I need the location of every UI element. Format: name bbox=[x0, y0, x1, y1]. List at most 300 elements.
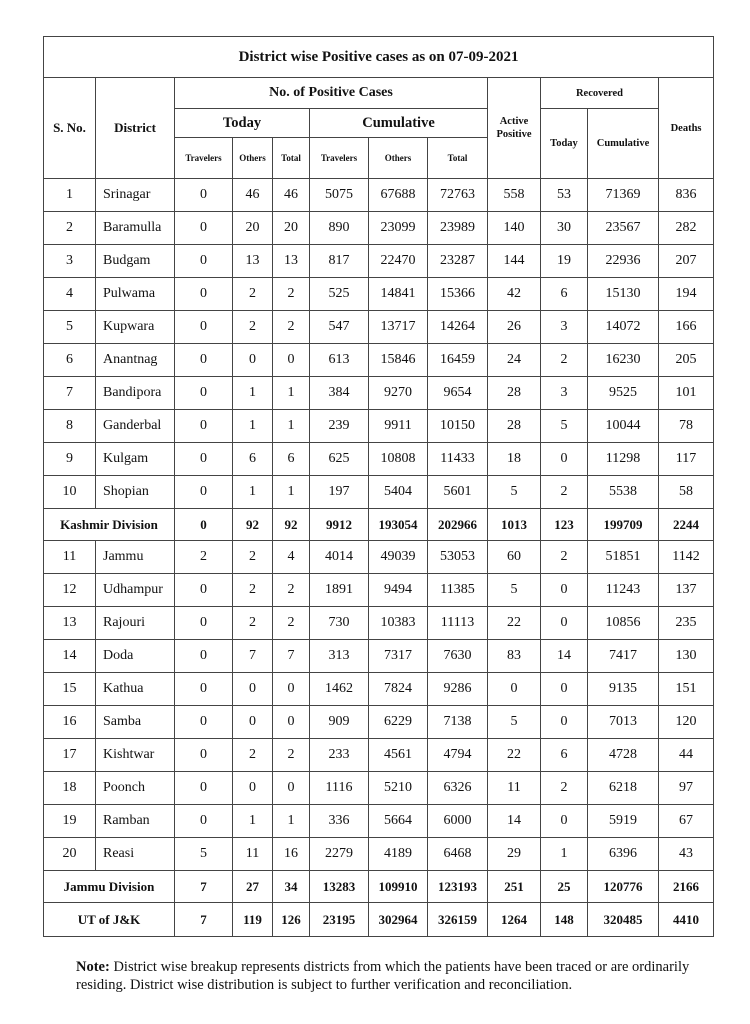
cell-cum-others: 13717 bbox=[369, 311, 428, 344]
cell-cum-travelers: 4014 bbox=[310, 541, 369, 574]
cell-district: Poonch bbox=[96, 772, 175, 805]
header-active-positive bbox=[488, 78, 541, 179]
table-row bbox=[44, 311, 714, 344]
cell-deaths: 137 bbox=[659, 574, 714, 607]
cell-today-total: 20 bbox=[273, 212, 310, 245]
cell-cum-total: 72763 bbox=[428, 179, 488, 212]
subheader-today-total: Total bbox=[273, 138, 310, 179]
subheader-cum-travelers: Travelers bbox=[310, 138, 369, 179]
table-row bbox=[44, 278, 714, 311]
header-sno: S. No. bbox=[44, 78, 96, 179]
table-row bbox=[44, 838, 714, 871]
cell-recovered-cumulative: 199709 bbox=[588, 509, 659, 541]
cell-recovered-today: 0 bbox=[541, 805, 588, 838]
cell-today-total: 2 bbox=[273, 278, 310, 311]
cell-sno: 7 bbox=[44, 377, 96, 410]
header-district: District bbox=[96, 78, 175, 179]
cell-recovered-cumulative: 15130 bbox=[588, 278, 659, 311]
header-recovered: Recovered bbox=[541, 78, 659, 109]
report-sheet bbox=[43, 36, 713, 937]
cell-active-positive: 558 bbox=[488, 179, 541, 212]
cell-today-travelers: 2 bbox=[175, 541, 233, 574]
cell-active-positive: 0 bbox=[488, 673, 541, 706]
cell-district: Budgam bbox=[96, 245, 175, 278]
cell-cum-total: 6000 bbox=[428, 805, 488, 838]
header-today: Today bbox=[175, 109, 310, 138]
cell-recovered-today: 148 bbox=[541, 903, 588, 937]
cell-active-positive: 24 bbox=[488, 344, 541, 377]
cell-today-travelers: 0 bbox=[175, 476, 233, 509]
cell-cum-travelers: 13283 bbox=[310, 871, 369, 903]
table-row bbox=[44, 377, 714, 410]
cell-sno: 16 bbox=[44, 706, 96, 739]
cell-recovered-today: 0 bbox=[541, 706, 588, 739]
cell-today-travelers: 0 bbox=[175, 212, 233, 245]
cell-district: Reasi bbox=[96, 838, 175, 871]
cell-deaths: 151 bbox=[659, 673, 714, 706]
table-row bbox=[44, 443, 714, 476]
table-row bbox=[44, 344, 714, 377]
subheader-today-others: Others bbox=[233, 138, 273, 179]
cell-recovered-cumulative: 120776 bbox=[588, 871, 659, 903]
cell-recovered-today: 0 bbox=[541, 673, 588, 706]
cell-recovered-cumulative: 51851 bbox=[588, 541, 659, 574]
cell-cum-others: 22470 bbox=[369, 245, 428, 278]
table-row bbox=[44, 607, 714, 640]
table-row bbox=[44, 640, 714, 673]
cell-recovered-today: 0 bbox=[541, 607, 588, 640]
cell-today-travelers: 0 bbox=[175, 673, 233, 706]
cell-today-others: 13 bbox=[233, 245, 273, 278]
cell-recovered-today: 0 bbox=[541, 574, 588, 607]
cell-active-positive: 29 bbox=[488, 838, 541, 871]
cell-cum-total: 10150 bbox=[428, 410, 488, 443]
cell-deaths: 67 bbox=[659, 805, 714, 838]
cell-district: Samba bbox=[96, 706, 175, 739]
cell-today-total: 92 bbox=[273, 509, 310, 541]
cell-cum-others: 4189 bbox=[369, 838, 428, 871]
cell-cum-total: 123193 bbox=[428, 871, 488, 903]
cell-today-travelers: 7 bbox=[175, 871, 233, 903]
cell-recovered-today: 123 bbox=[541, 509, 588, 541]
cell-district: Kulgam bbox=[96, 443, 175, 476]
cell-today-travelers: 0 bbox=[175, 410, 233, 443]
cell-recovered-today: 6 bbox=[541, 278, 588, 311]
cell-today-travelers: 0 bbox=[175, 443, 233, 476]
cell-recovered-cumulative: 7013 bbox=[588, 706, 659, 739]
cell-cum-total: 53053 bbox=[428, 541, 488, 574]
cell-cum-travelers: 890 bbox=[310, 212, 369, 245]
cell-deaths: 2244 bbox=[659, 509, 714, 541]
cell-deaths: 235 bbox=[659, 607, 714, 640]
cell-recovered-today: 2 bbox=[541, 344, 588, 377]
cell-active-positive: 83 bbox=[488, 640, 541, 673]
cell-recovered-cumulative: 9525 bbox=[588, 377, 659, 410]
cell-recovered-cumulative: 16230 bbox=[588, 344, 659, 377]
cell-today-others: 2 bbox=[233, 311, 273, 344]
note-label: Note: bbox=[76, 959, 110, 975]
cell-active-positive: 5 bbox=[488, 476, 541, 509]
cell-today-others: 1 bbox=[233, 410, 273, 443]
cell-today-travelers: 0 bbox=[175, 607, 233, 640]
cell-cum-travelers: 1891 bbox=[310, 574, 369, 607]
cell-recovered-cumulative: 23567 bbox=[588, 212, 659, 245]
cell-cum-others: 4561 bbox=[369, 739, 428, 772]
cell-recovered-cumulative: 320485 bbox=[588, 903, 659, 937]
cell-today-others: 2 bbox=[233, 541, 273, 574]
cell-cum-others: 6229 bbox=[369, 706, 428, 739]
cell-active-positive: 1013 bbox=[488, 509, 541, 541]
cell-today-total: 2 bbox=[273, 739, 310, 772]
cell-active-positive: 28 bbox=[488, 377, 541, 410]
cell-recovered-today: 2 bbox=[541, 772, 588, 805]
cell-cum-travelers: 1462 bbox=[310, 673, 369, 706]
cell-cum-total: 5601 bbox=[428, 476, 488, 509]
cell-cum-total: 9286 bbox=[428, 673, 488, 706]
cell-today-others: 1 bbox=[233, 476, 273, 509]
total-label: UT of J&K bbox=[44, 903, 175, 937]
cell-active-positive: 60 bbox=[488, 541, 541, 574]
cell-today-travelers: 7 bbox=[175, 903, 233, 937]
cell-recovered-today: 3 bbox=[541, 311, 588, 344]
cell-district: Ganderbal bbox=[96, 410, 175, 443]
cell-today-total: 126 bbox=[273, 903, 310, 937]
cell-recovered-today: 5 bbox=[541, 410, 588, 443]
cell-cum-travelers: 313 bbox=[310, 640, 369, 673]
cell-today-travelers: 0 bbox=[175, 574, 233, 607]
cell-today-others: 0 bbox=[233, 772, 273, 805]
cell-deaths: 2166 bbox=[659, 871, 714, 903]
cell-today-travelers: 0 bbox=[175, 739, 233, 772]
cell-deaths: 282 bbox=[659, 212, 714, 245]
cell-today-total: 0 bbox=[273, 344, 310, 377]
cell-cum-others: 67688 bbox=[369, 179, 428, 212]
cell-deaths: 43 bbox=[659, 838, 714, 871]
note-text: District wise breakup represents districts from which the patients have been traced or are ordinarily residing. District wise distribution is subject to further verification and reconciliation. bbox=[76, 959, 690, 993]
table-row bbox=[44, 574, 714, 607]
cell-today-others: 0 bbox=[233, 706, 273, 739]
cell-cum-others: 49039 bbox=[369, 541, 428, 574]
cell-recovered-today: 14 bbox=[541, 640, 588, 673]
cell-today-total: 34 bbox=[273, 871, 310, 903]
table-row bbox=[44, 673, 714, 706]
cell-today-total: 0 bbox=[273, 772, 310, 805]
cell-cum-travelers: 5075 bbox=[310, 179, 369, 212]
cell-sno: 15 bbox=[44, 673, 96, 706]
cell-today-travelers: 0 bbox=[175, 245, 233, 278]
cell-active-positive: 140 bbox=[488, 212, 541, 245]
cell-recovered-today: 1 bbox=[541, 838, 588, 871]
cell-recovered-cumulative: 5919 bbox=[588, 805, 659, 838]
cell-today-others: 27 bbox=[233, 871, 273, 903]
cell-district: Rajouri bbox=[96, 607, 175, 640]
cell-today-others: 7 bbox=[233, 640, 273, 673]
table-row bbox=[44, 772, 714, 805]
subheader-today-travelers: Travelers bbox=[175, 138, 233, 179]
cell-today-travelers: 0 bbox=[175, 344, 233, 377]
cell-sno: 20 bbox=[44, 838, 96, 871]
cell-cum-others: 15846 bbox=[369, 344, 428, 377]
cell-recovered-cumulative: 4728 bbox=[588, 739, 659, 772]
cell-active-positive: 5 bbox=[488, 706, 541, 739]
cell-cum-travelers: 233 bbox=[310, 739, 369, 772]
cell-sno: 1 bbox=[44, 179, 96, 212]
cell-today-total: 1 bbox=[273, 476, 310, 509]
cell-district: Jammu bbox=[96, 541, 175, 574]
table-row bbox=[44, 739, 714, 772]
cell-recovered-today: 3 bbox=[541, 377, 588, 410]
cell-recovered-cumulative: 10856 bbox=[588, 607, 659, 640]
cell-today-others: 1 bbox=[233, 805, 273, 838]
cell-today-total: 1 bbox=[273, 410, 310, 443]
cell-cum-travelers: 2279 bbox=[310, 838, 369, 871]
header-cumulative: Cumulative bbox=[310, 109, 488, 138]
cell-recovered-cumulative: 9135 bbox=[588, 673, 659, 706]
cell-recovered-cumulative: 22936 bbox=[588, 245, 659, 278]
cell-today-total: 7 bbox=[273, 640, 310, 673]
cell-cum-others: 302964 bbox=[369, 903, 428, 937]
cell-cum-travelers: 197 bbox=[310, 476, 369, 509]
cell-recovered-cumulative: 10044 bbox=[588, 410, 659, 443]
cell-cum-others: 109910 bbox=[369, 871, 428, 903]
cell-sno: 12 bbox=[44, 574, 96, 607]
cell-cum-total: 6326 bbox=[428, 772, 488, 805]
cell-sno: 19 bbox=[44, 805, 96, 838]
cell-today-travelers: 5 bbox=[175, 838, 233, 871]
cell-active-positive: 251 bbox=[488, 871, 541, 903]
cell-today-others: 2 bbox=[233, 607, 273, 640]
cell-district: Srinagar bbox=[96, 179, 175, 212]
cell-recovered-cumulative: 71369 bbox=[588, 179, 659, 212]
cell-cum-others: 5210 bbox=[369, 772, 428, 805]
cell-today-others: 0 bbox=[233, 344, 273, 377]
cell-recovered-today: 53 bbox=[541, 179, 588, 212]
cell-sno: 10 bbox=[44, 476, 96, 509]
cell-recovered-today: 19 bbox=[541, 245, 588, 278]
cell-cum-travelers: 384 bbox=[310, 377, 369, 410]
cell-cum-others: 5664 bbox=[369, 805, 428, 838]
cell-active-positive: 42 bbox=[488, 278, 541, 311]
cell-today-others: 2 bbox=[233, 574, 273, 607]
cell-active-positive: 18 bbox=[488, 443, 541, 476]
cell-deaths: 205 bbox=[659, 344, 714, 377]
cell-cum-travelers: 730 bbox=[310, 607, 369, 640]
cell-district: Kathua bbox=[96, 673, 175, 706]
cell-district: Ramban bbox=[96, 805, 175, 838]
cell-cum-total: 7138 bbox=[428, 706, 488, 739]
table-row bbox=[44, 476, 714, 509]
cell-active-positive: 11 bbox=[488, 772, 541, 805]
cell-cum-travelers: 336 bbox=[310, 805, 369, 838]
cell-today-travelers: 0 bbox=[175, 805, 233, 838]
cell-today-total: 2 bbox=[273, 607, 310, 640]
cell-cum-others: 10808 bbox=[369, 443, 428, 476]
total-label: Jammu Division bbox=[44, 871, 175, 903]
cell-cum-total: 7630 bbox=[428, 640, 488, 673]
cell-district: Shopian bbox=[96, 476, 175, 509]
cell-district: Kishtwar bbox=[96, 739, 175, 772]
cell-deaths: 194 bbox=[659, 278, 714, 311]
cell-recovered-cumulative: 6396 bbox=[588, 838, 659, 871]
cell-today-total: 2 bbox=[273, 574, 310, 607]
cell-deaths: 97 bbox=[659, 772, 714, 805]
cell-deaths: 4410 bbox=[659, 903, 714, 937]
jammu-division-total-row bbox=[44, 871, 714, 903]
cell-deaths: 1142 bbox=[659, 541, 714, 574]
footnote bbox=[76, 958, 716, 994]
header-deaths: Deaths bbox=[659, 78, 714, 179]
cell-cum-travelers: 525 bbox=[310, 278, 369, 311]
cell-today-travelers: 0 bbox=[175, 311, 233, 344]
table-title: District wise Positive cases as on 07-09-2021 bbox=[44, 37, 714, 78]
subheader-cum-others: Others bbox=[369, 138, 428, 179]
cell-today-others: 11 bbox=[233, 838, 273, 871]
cell-cum-others: 14841 bbox=[369, 278, 428, 311]
cell-cum-total: 23989 bbox=[428, 212, 488, 245]
cell-deaths: 120 bbox=[659, 706, 714, 739]
cell-district: Baramulla bbox=[96, 212, 175, 245]
cell-today-others: 6 bbox=[233, 443, 273, 476]
cell-cum-others: 5404 bbox=[369, 476, 428, 509]
cell-district: Doda bbox=[96, 640, 175, 673]
cell-cum-travelers: 625 bbox=[310, 443, 369, 476]
cell-sno: 9 bbox=[44, 443, 96, 476]
table-row bbox=[44, 410, 714, 443]
cell-district: Anantnag bbox=[96, 344, 175, 377]
cell-sno: 8 bbox=[44, 410, 96, 443]
cases-table bbox=[43, 36, 714, 937]
cell-sno: 17 bbox=[44, 739, 96, 772]
cell-deaths: 207 bbox=[659, 245, 714, 278]
cell-cum-others: 7824 bbox=[369, 673, 428, 706]
cell-today-others: 46 bbox=[233, 179, 273, 212]
cell-today-total: 16 bbox=[273, 838, 310, 871]
cell-cum-total: 6468 bbox=[428, 838, 488, 871]
cell-cum-travelers: 613 bbox=[310, 344, 369, 377]
cell-today-others: 119 bbox=[233, 903, 273, 937]
table-body bbox=[44, 179, 714, 937]
cell-today-others: 92 bbox=[233, 509, 273, 541]
cell-today-travelers: 0 bbox=[175, 772, 233, 805]
cell-cum-others: 7317 bbox=[369, 640, 428, 673]
cell-recovered-cumulative: 5538 bbox=[588, 476, 659, 509]
cell-cum-total: 16459 bbox=[428, 344, 488, 377]
cell-cum-total: 9654 bbox=[428, 377, 488, 410]
cell-recovered-today: 6 bbox=[541, 739, 588, 772]
cell-today-total: 1 bbox=[273, 805, 310, 838]
cell-recovered-today: 2 bbox=[541, 476, 588, 509]
cell-recovered-cumulative: 11298 bbox=[588, 443, 659, 476]
active-positive-label: Active Positive bbox=[496, 116, 532, 140]
cell-cum-total: 202966 bbox=[428, 509, 488, 541]
cell-cum-travelers: 23195 bbox=[310, 903, 369, 937]
cell-sno: 18 bbox=[44, 772, 96, 805]
cell-cum-total: 23287 bbox=[428, 245, 488, 278]
cell-today-travelers: 0 bbox=[175, 706, 233, 739]
cell-today-total: 1 bbox=[273, 377, 310, 410]
ut-total-row bbox=[44, 903, 714, 937]
cell-today-total: 46 bbox=[273, 179, 310, 212]
cell-cum-total: 11433 bbox=[428, 443, 488, 476]
cell-recovered-today: 0 bbox=[541, 443, 588, 476]
cell-today-total: 13 bbox=[273, 245, 310, 278]
cell-active-positive: 22 bbox=[488, 607, 541, 640]
cell-today-travelers: 0 bbox=[175, 278, 233, 311]
cell-today-others: 2 bbox=[233, 278, 273, 311]
cell-today-others: 20 bbox=[233, 212, 273, 245]
cell-cum-total: 11385 bbox=[428, 574, 488, 607]
cell-deaths: 58 bbox=[659, 476, 714, 509]
table-row bbox=[44, 245, 714, 278]
cell-deaths: 117 bbox=[659, 443, 714, 476]
cell-today-others: 2 bbox=[233, 739, 273, 772]
cell-cum-travelers: 547 bbox=[310, 311, 369, 344]
cell-active-positive: 28 bbox=[488, 410, 541, 443]
cell-today-total: 4 bbox=[273, 541, 310, 574]
cell-district: Bandipora bbox=[96, 377, 175, 410]
cell-cum-travelers: 9912 bbox=[310, 509, 369, 541]
cell-today-travelers: 0 bbox=[175, 179, 233, 212]
cell-cum-total: 15366 bbox=[428, 278, 488, 311]
cell-district: Pulwama bbox=[96, 278, 175, 311]
cell-today-total: 0 bbox=[273, 706, 310, 739]
cell-active-positive: 14 bbox=[488, 805, 541, 838]
cell-cum-others: 9911 bbox=[369, 410, 428, 443]
subheader-cum-total: Total bbox=[428, 138, 488, 179]
cell-active-positive: 1264 bbox=[488, 903, 541, 937]
cell-sno: 2 bbox=[44, 212, 96, 245]
cell-sno: 13 bbox=[44, 607, 96, 640]
cell-today-others: 0 bbox=[233, 673, 273, 706]
cell-cum-travelers: 909 bbox=[310, 706, 369, 739]
cell-cum-others: 23099 bbox=[369, 212, 428, 245]
cell-cum-others: 193054 bbox=[369, 509, 428, 541]
cell-cum-others: 9494 bbox=[369, 574, 428, 607]
cell-recovered-cumulative: 14072 bbox=[588, 311, 659, 344]
table-row bbox=[44, 212, 714, 245]
cell-active-positive: 5 bbox=[488, 574, 541, 607]
cell-cum-total: 326159 bbox=[428, 903, 488, 937]
table-row bbox=[44, 541, 714, 574]
header-recovered-cumulative: Cumulative bbox=[588, 109, 659, 179]
header-positive-cases: No. of Positive Cases bbox=[175, 78, 488, 109]
cell-deaths: 836 bbox=[659, 179, 714, 212]
cell-deaths: 44 bbox=[659, 739, 714, 772]
cell-cum-total: 11113 bbox=[428, 607, 488, 640]
cell-deaths: 101 bbox=[659, 377, 714, 410]
cell-today-others: 1 bbox=[233, 377, 273, 410]
cell-district: Udhampur bbox=[96, 574, 175, 607]
cell-sno: 14 bbox=[44, 640, 96, 673]
kashmir-division-total-row bbox=[44, 509, 714, 541]
cell-recovered-cumulative: 11243 bbox=[588, 574, 659, 607]
cell-active-positive: 144 bbox=[488, 245, 541, 278]
cell-recovered-cumulative: 6218 bbox=[588, 772, 659, 805]
cell-cum-travelers: 817 bbox=[310, 245, 369, 278]
cell-cum-others: 10383 bbox=[369, 607, 428, 640]
cell-today-total: 6 bbox=[273, 443, 310, 476]
cell-sno: 4 bbox=[44, 278, 96, 311]
cell-recovered-today: 30 bbox=[541, 212, 588, 245]
cell-cum-travelers: 239 bbox=[310, 410, 369, 443]
cell-today-total: 0 bbox=[273, 673, 310, 706]
cell-today-total: 2 bbox=[273, 311, 310, 344]
cell-sno: 3 bbox=[44, 245, 96, 278]
cell-deaths: 130 bbox=[659, 640, 714, 673]
cell-cum-total: 4794 bbox=[428, 739, 488, 772]
header-recovered-today: Today bbox=[541, 109, 588, 179]
cell-sno: 11 bbox=[44, 541, 96, 574]
